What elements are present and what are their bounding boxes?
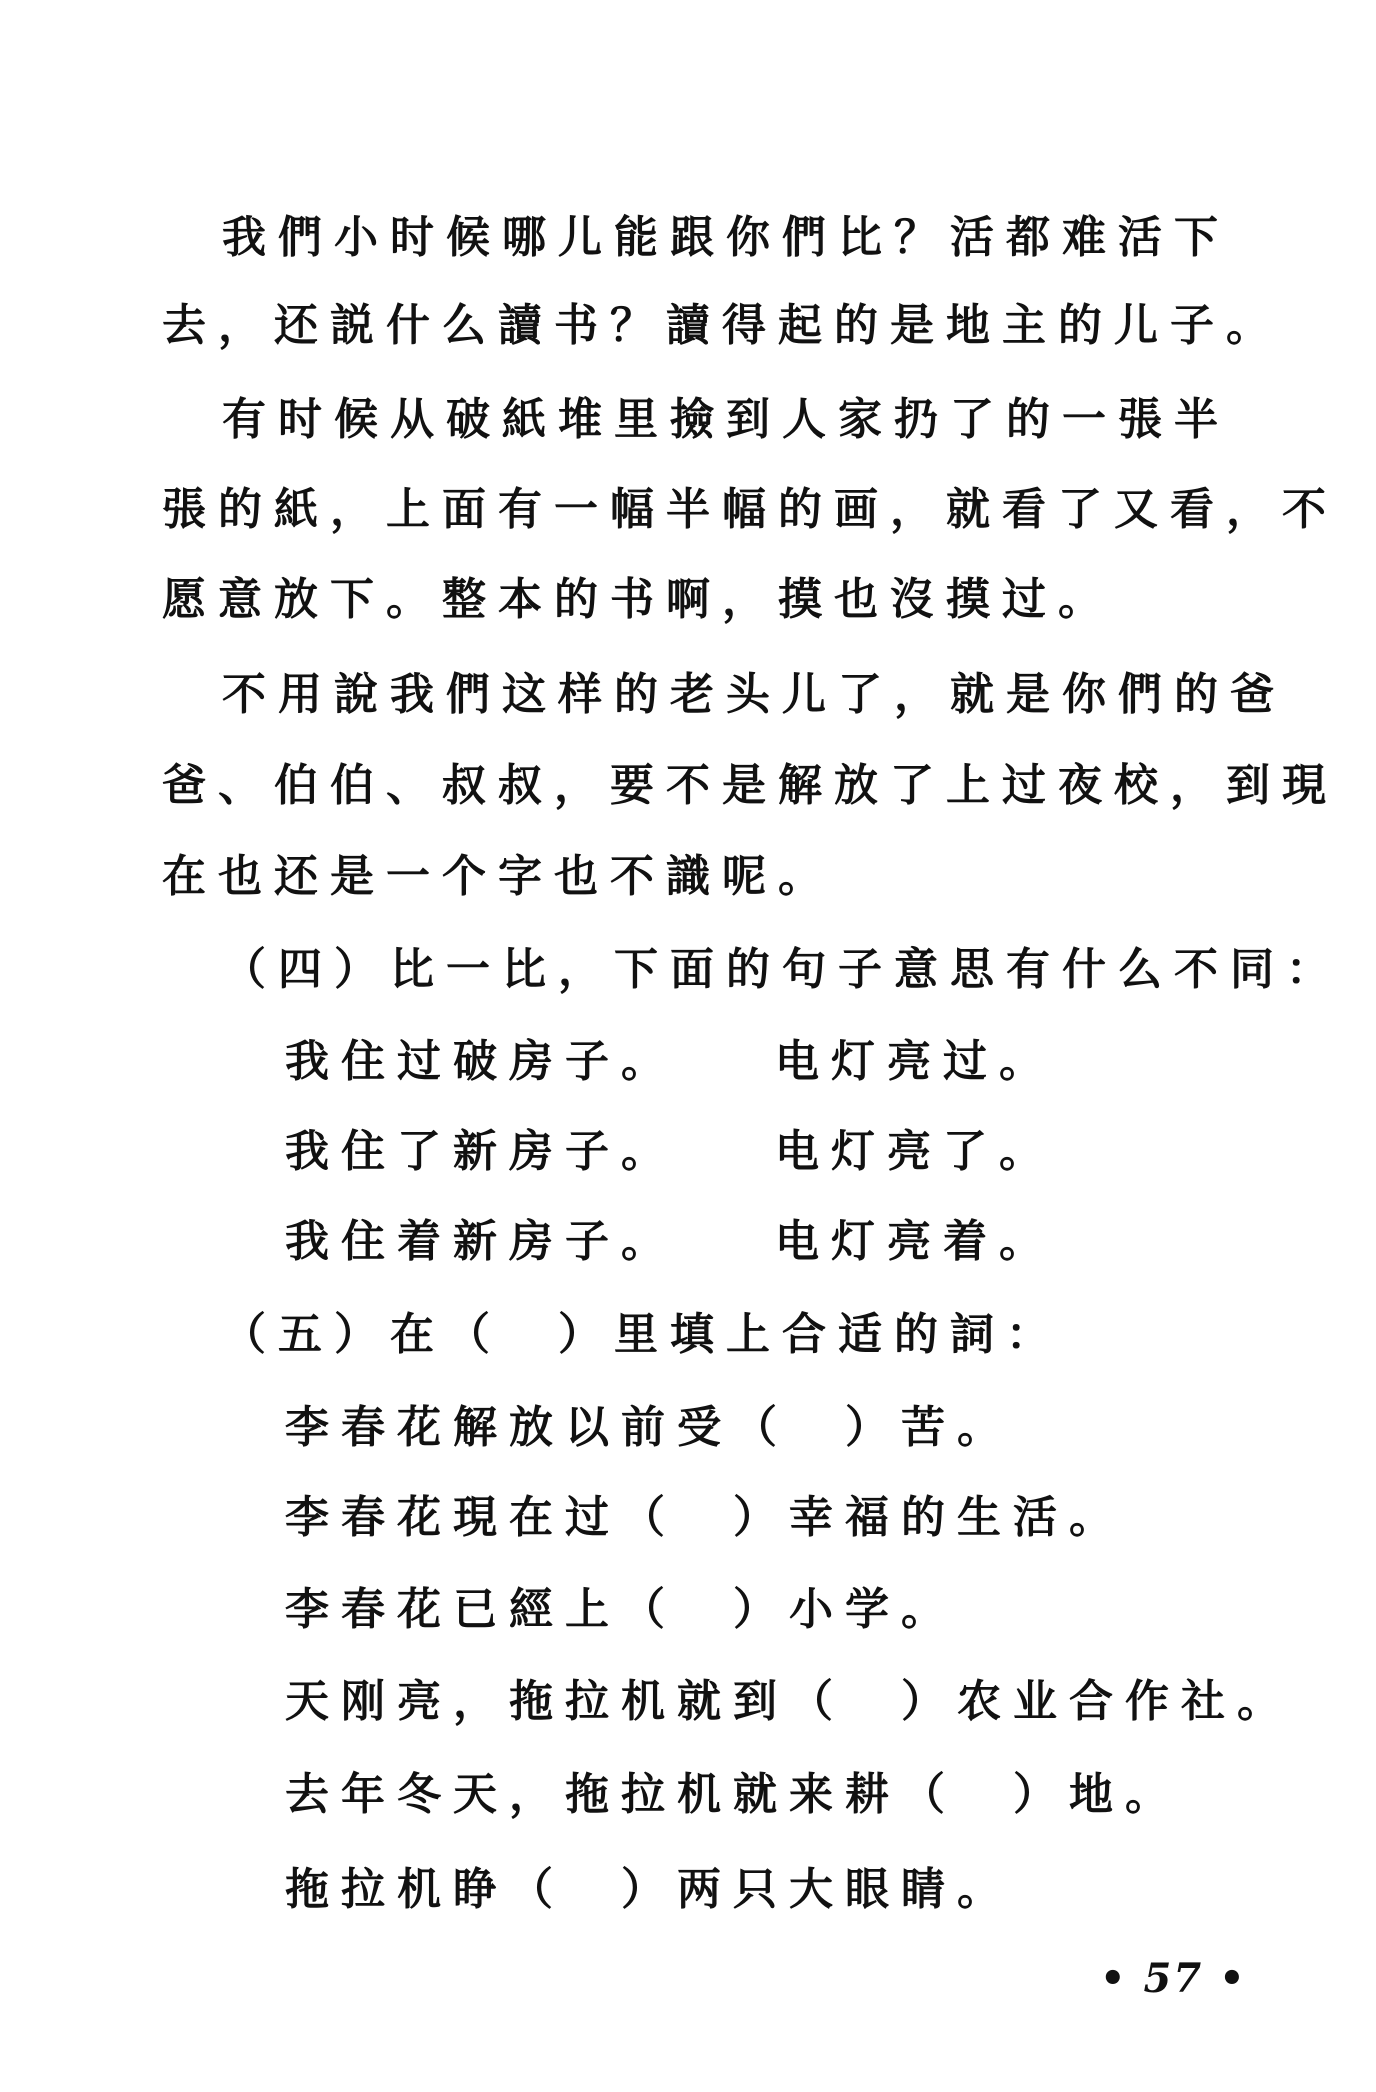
exercise-5-item-3: 李春花已經上（ ）小学。 — [285, 1584, 957, 1635]
exercise-4-heading: （四）比一比，下面的句子意思有什么不同： — [222, 944, 1342, 995]
exercise-4-row-3-left: 我住着新房子。 — [285, 1216, 677, 1267]
paragraph-2-line-3: 愿意放下。整本的书啊，摸也沒摸过。 — [162, 574, 1114, 625]
paragraph-3-line-1: 不用說我們这样的老头儿了，就是你們的爸 — [222, 669, 1286, 720]
exercise-5-item-5: 去年冬天，拖拉机就来耕（ ）地。 — [285, 1769, 1181, 1820]
exercise-5-item-1: 李春花解放以前受（ ）苦。 — [285, 1402, 1013, 1453]
exercise-5-item-2: 李春花現在过（ ）幸福的生活。 — [285, 1492, 1125, 1543]
paragraph-3-line-3: 在也还是一个字也不識呢。 — [162, 851, 834, 902]
paragraph-2-line-2: 張的紙，上面有一幅半幅的画，就看了又看，不 — [162, 484, 1338, 535]
paragraph-1-line-1: 我們小时候哪儿能跟你們比？活都难活下 — [222, 212, 1230, 263]
paragraph-3-line-2: 爸、伯伯、叔叔，要不是解放了上过夜校，到現 — [162, 760, 1338, 811]
page-number: • 57 • — [1100, 1955, 1247, 2002]
paragraph-2-line-1: 有时候从破紙堆里撿到人家扔了的一張半 — [222, 394, 1230, 445]
exercise-5-item-4: 天刚亮，拖拉机就到（ ）农业合作社。 — [285, 1676, 1293, 1727]
exercise-4-row-3-right: 电灯亮着。 — [775, 1216, 1055, 1267]
exercise-4-row-1-left: 我住过破房子。 — [285, 1036, 677, 1087]
exercise-5-heading: （五）在（ ）里填上合适的詞： — [222, 1309, 1062, 1360]
exercise-4-row-2-left: 我住了新房子。 — [285, 1126, 677, 1177]
exercise-5-item-6: 拖拉机睁（ ）两只大眼睛。 — [285, 1864, 1013, 1915]
exercise-4-row-2-right: 电灯亮了。 — [775, 1126, 1055, 1177]
exercise-4-row-1-right: 电灯亮过。 — [775, 1036, 1055, 1087]
paragraph-1-line-2: 去，还説什么讀书？讀得起的是地主的儿子。 — [162, 300, 1282, 351]
